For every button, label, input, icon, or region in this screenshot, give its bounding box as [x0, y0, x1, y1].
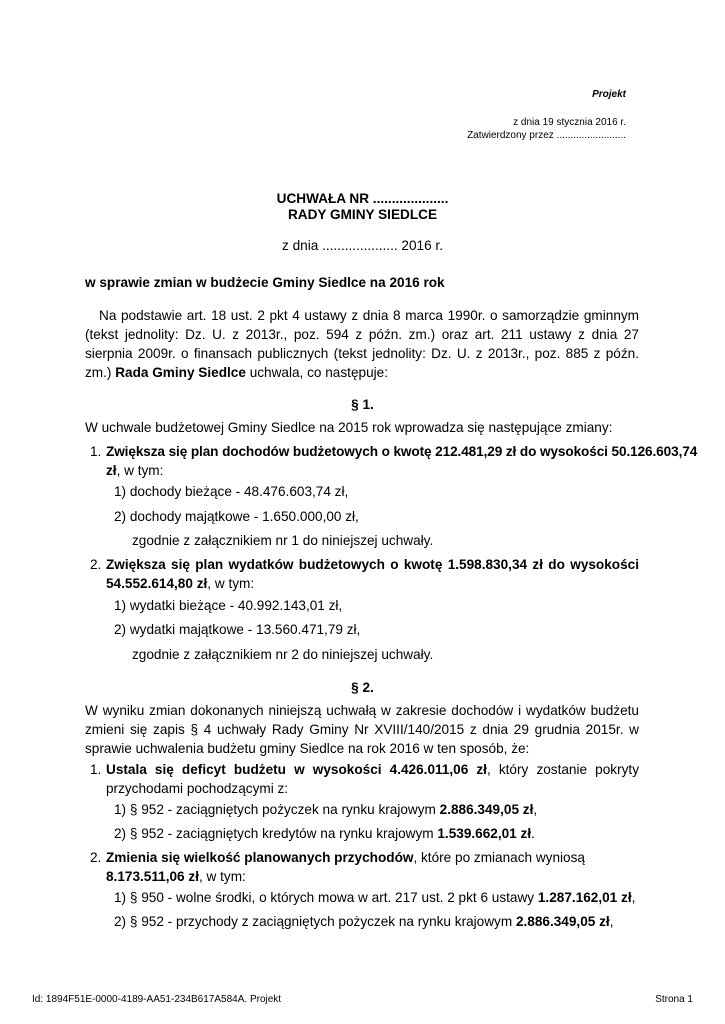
subject: w sprawie zmian w budżecie Gminy Siedlce na 2016 rok	[85, 275, 445, 290]
header-date: z dnia 19 stycznia 2016 r.	[513, 117, 626, 128]
header-approved: Zatwierdzony przez .........................	[467, 130, 626, 141]
preamble-text: Na podstawie art. 18 ust. 2 pkt 4 ustawy z dnia 8 marca 1990r. o samorządzie gminnym (tekst jednolity: Dz. U. z 2013r., poz. 594 z późn. zm.) oraz art. 211 ustawy z dnia 27 sierpnia 2009r. o finansach publicznych (tekst jednolity: Dz. U. z 2013r., poz. 885 z późn. zm.)	[85, 308, 639, 380]
s2-item2	[106, 848, 639, 886]
s1-item1-note: zgodnie z załącznikiem nr 1 do niniejszej uchwały.	[132, 533, 434, 548]
s2-item1-sub2-amount: 1.539.662,01 zł	[437, 826, 532, 841]
preamble-bold: Rada Gminy Siedlce	[115, 365, 246, 380]
s1-item1-bold-a: Zwiększa się plan dochodów budżetowych o kwotę 212.481,29 zł do wysokości 50.126.603,74	[106, 444, 698, 459]
s2-item1-sub1	[114, 800, 537, 819]
s2-item2-bold2: 8.173.511,06 zł	[106, 869, 199, 884]
s2-item2-sub1-end: ,	[631, 890, 636, 905]
section1-intro: W uchwale budżetowej Gminy Siedlce na 2015 rok wprowadza się następujące zmiany:	[85, 420, 613, 435]
s2-item1-sub2-end: .	[531, 826, 535, 841]
s1-item2-bold-a: Zwiększa się plan wydatków budżetowych o kwotę 1.598.830,34 zł do wysokości	[106, 557, 639, 572]
section1-heading: § 1.	[351, 397, 374, 412]
s2-item2-num: 2.	[90, 850, 102, 865]
title-date: z dnia .................... 2016 r.	[282, 238, 443, 253]
s2-item1-sub1-text: 1) § 952 - zaciągniętych pożyczek na rynku krajowym	[114, 802, 440, 817]
s2-item2-bold: Zmienia się wielkość planowanych przychodów	[106, 850, 414, 865]
s2-item1-sub2	[114, 824, 535, 843]
section2-heading: § 2.	[351, 680, 374, 695]
footer-document-id: Id: 1894F51E-0000-4189-AA51-234B617A584A. Projekt	[32, 994, 282, 1005]
s2-item2-sub2-amount: 2.886.349,05 zł	[515, 914, 610, 929]
s2-item2-sub2-end: ,	[609, 914, 614, 929]
s1-item2-sub1: 1) wydatki bieżące - 40.992.143,01 zł,	[114, 598, 343, 613]
s1-item1-rest: , w tym:	[116, 463, 164, 478]
s2-item1-sub2-text: 2) § 952 - zaciągniętych kredytów na rynku krajowym	[114, 826, 438, 841]
s2-item1-num: 1.	[90, 762, 102, 777]
s2-item2-sub2-text: 2) § 952 - przychody z zaciągniętych pożyczek na rynku krajowym	[114, 914, 516, 929]
footer-page-number: Strona 1	[655, 994, 693, 1005]
s2-item1-bold: Ustala się deficyt budżetu w wysokości 4.426.011,06 zł	[106, 762, 487, 777]
s2-item2-sub1-text: 1) § 950 - wolne środki, o których mowa w art. 217 ust. 2 pkt 6 ustawy	[114, 890, 538, 905]
s2-item2-rest2: , w tym:	[198, 869, 246, 884]
s2-item1-sub1-end: ,	[533, 802, 538, 817]
s1-item2-bold-b: 54.552.614,80 zł	[106, 576, 208, 591]
s1-item2-note: zgodnie z załącznikiem nr 2 do niniejszej uchwały.	[132, 647, 434, 662]
s2-item1-rest: , który zostanie pokryty przychodami pochodzącymi z:	[106, 762, 640, 796]
section2-intro: W wyniku zmian dokonanych niniejszą uchwałą w zakresie dochodów i wydatków budżetu zmieni się zapis § 4 uchwały Rady Gminy Nr XVIII/140/2015 z dnia 29 grudnia 2015r. w sprawie uchwalenia budżetu gminy Siedlce na rok 2016 w ten sposób, że:	[85, 703, 639, 756]
s2-item2-sub2	[114, 912, 613, 931]
s1-item2-num: 2.	[90, 557, 102, 572]
s1-item2	[106, 555, 639, 593]
title-line2: RADY GMINY SIEDLCE	[287, 207, 438, 222]
s2-item2-sub1	[114, 888, 635, 907]
s1-item2-sub2: 2) wydatki majątkowe - 13.560.471,79 zł,	[114, 622, 361, 637]
preamble-tail: uchwala, co następuje:	[249, 365, 388, 380]
s1-item2-rest: , w tym:	[207, 576, 255, 591]
projekt-label: Projekt	[592, 89, 626, 100]
s1-item1-sub2: 2) dochody majątkowe - 1.650.000,00 zł,	[114, 509, 359, 524]
s2-item1-sub1-amount: 2.886.349,05 zł	[439, 802, 534, 817]
preamble	[85, 306, 639, 382]
s1-item1-bold-b: zł	[106, 463, 117, 478]
title-line1: UCHWAŁA NR ....................	[276, 191, 449, 206]
s2-item2-rest: , które po zmianach wyniosą	[413, 850, 585, 865]
s2-item1	[106, 760, 639, 798]
s1-item1-num: 1.	[90, 444, 102, 459]
s1-item1-sub1: 1) dochody bieżące - 48.476.603,74 zł,	[114, 484, 349, 499]
s1-item1	[106, 442, 698, 480]
s2-item2-sub1-amount: 1.287.162,01 zł	[537, 890, 632, 905]
